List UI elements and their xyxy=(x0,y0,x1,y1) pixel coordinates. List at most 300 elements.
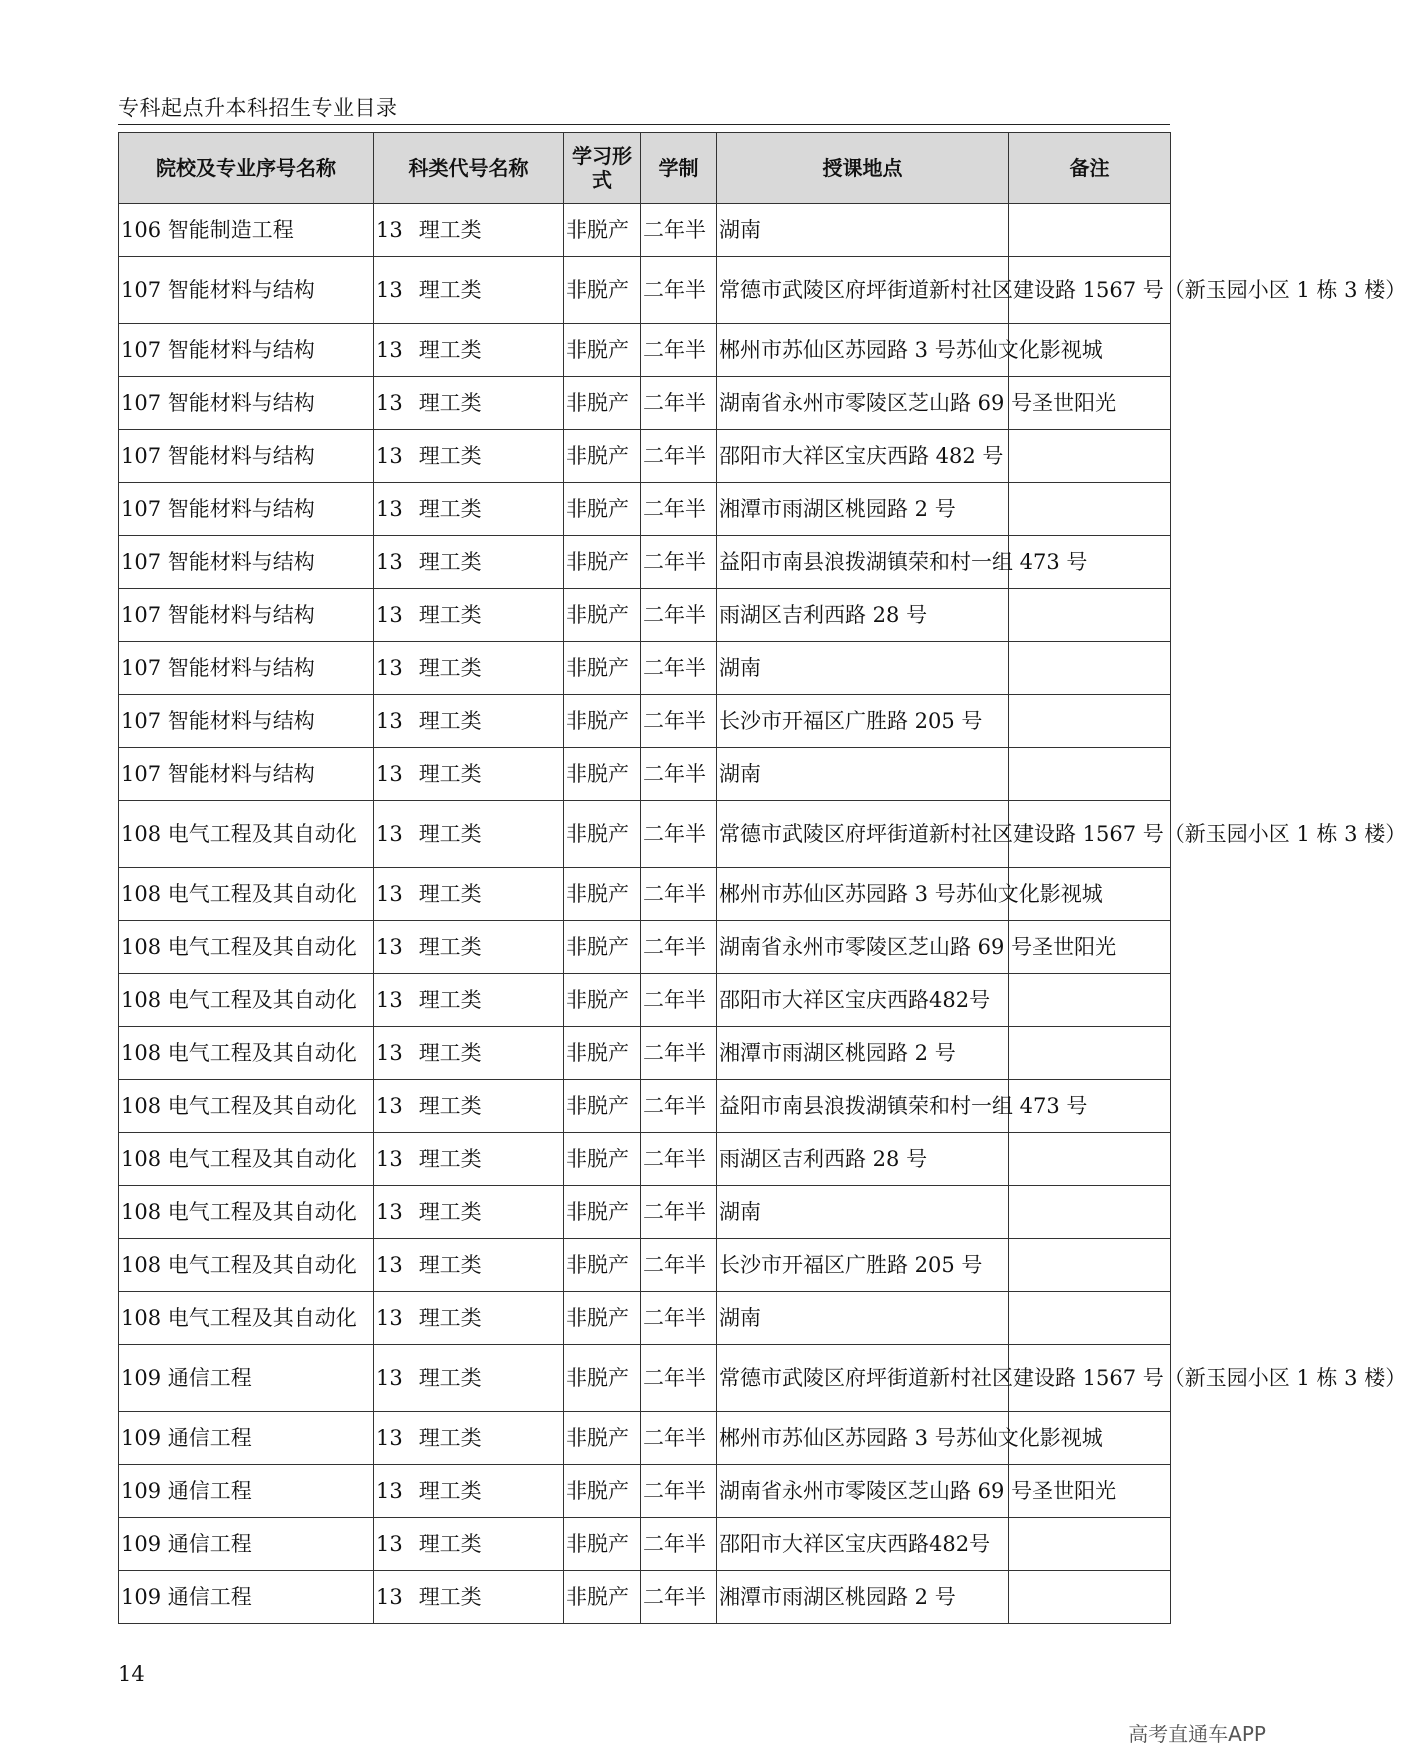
study-mode: 非脱产 xyxy=(566,1199,629,1224)
category-code: 13 xyxy=(376,987,403,1012)
category-code: 13 xyxy=(376,821,403,846)
major-name: 智能材料与结构 xyxy=(167,496,315,521)
note-cell xyxy=(1009,1571,1171,1624)
table-row xyxy=(119,1345,1171,1412)
major-cell xyxy=(119,921,374,974)
category-name: 理工类 xyxy=(418,1584,482,1609)
category-cell xyxy=(374,1080,564,1133)
note-cell xyxy=(1009,1292,1171,1345)
major-cell xyxy=(119,801,374,868)
category-name: 理工类 xyxy=(418,1146,482,1171)
category-code: 13 xyxy=(376,1040,403,1065)
category-cell xyxy=(374,1465,564,1518)
category-code: 13 xyxy=(376,1305,403,1330)
location: 湘潭市雨湖区桃园路 2 号 xyxy=(719,496,956,521)
location: 湘潭市雨湖区桃园路 2 号 xyxy=(719,1584,956,1609)
duration-cell xyxy=(641,695,717,748)
major-code: 108 xyxy=(121,821,162,846)
study-mode-cell xyxy=(564,1186,641,1239)
major-cell xyxy=(119,1027,374,1080)
location: 湖南省永州市零陵区芝山路 69 号圣世阳光 xyxy=(719,934,1117,959)
table-row xyxy=(119,974,1171,1027)
study-mode: 非脱产 xyxy=(566,655,629,680)
duration: 二年半 xyxy=(643,1093,706,1118)
study-mode: 非脱产 xyxy=(566,277,629,302)
location: 雨湖区吉利西路 28 号 xyxy=(719,602,928,627)
major-code: 107 xyxy=(121,549,162,574)
duration: 二年半 xyxy=(643,761,706,786)
location-cell xyxy=(717,430,1009,483)
duration: 二年半 xyxy=(643,217,706,242)
major-code: 108 xyxy=(121,1305,162,1330)
location-cell xyxy=(717,1345,1406,1412)
duration: 二年半 xyxy=(643,881,706,906)
category-code: 13 xyxy=(376,1478,403,1503)
study-mode: 非脱产 xyxy=(566,881,629,906)
category-code: 13 xyxy=(376,655,403,680)
table-row xyxy=(119,642,1171,695)
study-mode-cell xyxy=(564,324,641,377)
major-name: 电气工程及其自动化 xyxy=(167,1252,357,1277)
note-cell xyxy=(1009,974,1171,1027)
category-name: 理工类 xyxy=(418,549,482,574)
location: 邵阳市大祥区宝庆西路482号 xyxy=(719,1531,991,1556)
location: 益阳市南县浪拨湖镇荣和村一组 473 号 xyxy=(719,1093,1088,1118)
major-cell xyxy=(119,868,374,921)
column-header-duration: 学制 xyxy=(641,133,717,204)
category-name: 理工类 xyxy=(418,761,482,786)
category-code: 13 xyxy=(376,1199,403,1224)
major-name: 智能材料与结构 xyxy=(167,549,315,574)
table-row xyxy=(119,1518,1171,1571)
location-cell xyxy=(717,536,1088,589)
duration-cell xyxy=(641,868,717,921)
major-name: 电气工程及其自动化 xyxy=(167,987,357,1012)
study-mode: 非脱产 xyxy=(566,549,629,574)
major-code: 107 xyxy=(121,602,162,627)
major-name: 通信工程 xyxy=(167,1425,252,1450)
location: 长沙市开福区广胜路 205 号 xyxy=(719,708,983,733)
major-code: 107 xyxy=(121,761,162,786)
category-name: 理工类 xyxy=(418,390,482,415)
duration-cell xyxy=(641,921,717,974)
category-cell xyxy=(374,1518,564,1571)
study-mode: 非脱产 xyxy=(566,496,629,521)
category-code: 13 xyxy=(376,708,403,733)
major-cell xyxy=(119,377,374,430)
major-code: 109 xyxy=(121,1365,162,1390)
category-code: 13 xyxy=(376,1531,403,1556)
location-cell xyxy=(717,1571,1009,1624)
study-mode-cell xyxy=(564,536,641,589)
major-name: 智能材料与结构 xyxy=(167,337,315,362)
location-cell xyxy=(717,974,1009,1027)
study-mode-cell xyxy=(564,589,641,642)
duration-cell xyxy=(641,801,717,868)
duration-cell xyxy=(641,1292,717,1345)
location-cell xyxy=(717,324,1103,377)
major-code: 108 xyxy=(121,1252,162,1277)
study-mode-cell xyxy=(564,430,641,483)
major-code: 108 xyxy=(121,1040,162,1065)
study-mode-cell xyxy=(564,695,641,748)
category-name: 理工类 xyxy=(418,337,482,362)
category-code: 13 xyxy=(376,1252,403,1277)
duration-cell xyxy=(641,1239,717,1292)
location: 益阳市南县浪拨湖镇荣和村一组 473 号 xyxy=(719,549,1088,574)
category-code: 13 xyxy=(376,1584,403,1609)
duration: 二年半 xyxy=(643,1365,706,1390)
category-cell xyxy=(374,1345,564,1412)
major-code: 107 xyxy=(121,443,162,468)
duration: 二年半 xyxy=(643,1040,706,1065)
major-name: 智能材料与结构 xyxy=(167,390,315,415)
major-code: 107 xyxy=(121,337,162,362)
study-mode: 非脱产 xyxy=(566,390,629,415)
study-mode: 非脱产 xyxy=(566,217,629,242)
major-code: 108 xyxy=(121,1146,162,1171)
duration: 二年半 xyxy=(643,1199,706,1224)
category-code: 13 xyxy=(376,1093,403,1118)
category-name: 理工类 xyxy=(418,1199,482,1224)
major-cell xyxy=(119,1518,374,1571)
location-cell xyxy=(717,257,1406,324)
major-name: 电气工程及其自动化 xyxy=(167,1199,357,1224)
study-mode: 非脱产 xyxy=(566,1093,629,1118)
location: 湖南省永州市零陵区芝山路 69 号圣世阳光 xyxy=(719,1478,1117,1503)
study-mode-cell xyxy=(564,1571,641,1624)
category-code: 13 xyxy=(376,761,403,786)
table-row xyxy=(119,1133,1171,1186)
major-name: 电气工程及其自动化 xyxy=(167,1040,357,1065)
major-code: 109 xyxy=(121,1425,162,1450)
major-code: 107 xyxy=(121,708,162,733)
location-cell xyxy=(717,1186,1009,1239)
column-header-note: 备注 xyxy=(1009,133,1171,204)
category-code: 13 xyxy=(376,549,403,574)
location-cell xyxy=(717,377,1117,430)
major-cell xyxy=(119,1239,374,1292)
duration-cell xyxy=(641,1186,717,1239)
location-cell xyxy=(717,589,1009,642)
table-row xyxy=(119,748,1171,801)
major-cell xyxy=(119,1345,374,1412)
study-mode-cell xyxy=(564,1518,641,1571)
study-mode: 非脱产 xyxy=(566,337,629,362)
category-code: 13 xyxy=(376,337,403,362)
column-header-major: 院校及专业序号名称 xyxy=(119,133,374,204)
category-cell xyxy=(374,642,564,695)
major-cell xyxy=(119,483,374,536)
location: 湖南 xyxy=(719,655,761,680)
category-name: 理工类 xyxy=(418,496,482,521)
duration-cell xyxy=(641,377,717,430)
duration: 二年半 xyxy=(643,821,706,846)
category-code: 13 xyxy=(376,390,403,415)
table-row xyxy=(119,1571,1171,1624)
category-cell xyxy=(374,324,564,377)
category-name: 理工类 xyxy=(418,708,482,733)
location: 邵阳市大祥区宝庆西路 482 号 xyxy=(719,443,1004,468)
category-cell xyxy=(374,430,564,483)
note-cell xyxy=(1009,1133,1171,1186)
location: 常德市武陵区府坪街道新村社区建设路 1567 号（新玉园小区 1 栋 3 楼） xyxy=(719,1365,1406,1390)
study-mode-cell xyxy=(564,974,641,1027)
major-catalog-table xyxy=(118,132,1406,1624)
study-mode: 非脱产 xyxy=(566,1425,629,1450)
major-cell xyxy=(119,257,374,324)
note-cell xyxy=(1009,1186,1171,1239)
category-cell xyxy=(374,536,564,589)
duration-cell xyxy=(641,430,717,483)
study-mode-cell xyxy=(564,204,641,257)
location-cell xyxy=(717,1239,1009,1292)
category-code: 13 xyxy=(376,217,403,242)
location: 郴州市苏仙区苏园路 3 号苏仙文化影视城 xyxy=(719,881,1103,906)
study-mode-cell xyxy=(564,642,641,695)
note-cell xyxy=(1009,1239,1171,1292)
major-cell xyxy=(119,1133,374,1186)
location: 湖南 xyxy=(719,217,761,242)
category-code: 13 xyxy=(376,1146,403,1171)
table-row xyxy=(119,1186,1171,1239)
table-row xyxy=(119,589,1171,642)
category-name: 理工类 xyxy=(418,217,482,242)
column-header-location: 授课地点 xyxy=(717,133,1009,204)
location-cell xyxy=(717,642,1009,695)
major-code: 107 xyxy=(121,496,162,521)
duration-cell xyxy=(641,1133,717,1186)
category-cell xyxy=(374,483,564,536)
major-name: 智能材料与结构 xyxy=(167,655,315,680)
study-mode-cell xyxy=(564,868,641,921)
note-cell xyxy=(1009,483,1171,536)
major-name: 通信工程 xyxy=(167,1584,252,1609)
category-code: 13 xyxy=(376,881,403,906)
study-mode: 非脱产 xyxy=(566,934,629,959)
study-mode-cell xyxy=(564,748,641,801)
category-name: 理工类 xyxy=(418,1093,482,1118)
duration: 二年半 xyxy=(643,1531,706,1556)
major-code: 108 xyxy=(121,987,162,1012)
duration-cell xyxy=(641,1345,717,1412)
table-row xyxy=(119,204,1171,257)
major-code: 108 xyxy=(121,1199,162,1224)
major-code: 109 xyxy=(121,1531,162,1556)
location: 郴州市苏仙区苏园路 3 号苏仙文化影视城 xyxy=(719,337,1103,362)
study-mode: 非脱产 xyxy=(566,761,629,786)
note-cell xyxy=(1009,1518,1171,1571)
location-cell xyxy=(717,1133,1009,1186)
category-name: 理工类 xyxy=(418,1252,482,1277)
category-code: 13 xyxy=(376,1365,403,1390)
category-cell xyxy=(374,974,564,1027)
table-row xyxy=(119,921,1171,974)
study-mode-cell xyxy=(564,921,641,974)
category-cell xyxy=(374,868,564,921)
location: 湘潭市雨湖区桃园路 2 号 xyxy=(719,1040,956,1065)
major-cell xyxy=(119,642,374,695)
major-name: 电气工程及其自动化 xyxy=(167,1093,357,1118)
page-header-title: 专科起点升本科招生专业目录 xyxy=(118,96,398,120)
major-code: 107 xyxy=(121,277,162,302)
duration: 二年半 xyxy=(643,496,706,521)
major-name: 电气工程及其自动化 xyxy=(167,881,357,906)
duration-cell xyxy=(641,642,717,695)
table-row xyxy=(119,695,1171,748)
major-name: 电气工程及其自动化 xyxy=(167,934,357,959)
category-name: 理工类 xyxy=(418,443,482,468)
category-cell xyxy=(374,1133,564,1186)
note-cell xyxy=(1009,589,1171,642)
category-cell xyxy=(374,257,564,324)
table-row xyxy=(119,1027,1171,1080)
major-cell xyxy=(119,1186,374,1239)
major-cell xyxy=(119,430,374,483)
column-header-category: 科类代号名称 xyxy=(374,133,564,204)
duration: 二年半 xyxy=(643,1425,706,1450)
duration: 二年半 xyxy=(643,602,706,627)
category-code: 13 xyxy=(376,1425,403,1450)
study-mode: 非脱产 xyxy=(566,443,629,468)
major-cell xyxy=(119,324,374,377)
major-code: 107 xyxy=(121,655,162,680)
category-cell xyxy=(374,589,564,642)
study-mode-cell xyxy=(564,1292,641,1345)
category-name: 理工类 xyxy=(418,1305,482,1330)
study-mode: 非脱产 xyxy=(566,708,629,733)
major-code: 108 xyxy=(121,881,162,906)
major-code: 109 xyxy=(121,1584,162,1609)
category-name: 理工类 xyxy=(418,655,482,680)
category-cell xyxy=(374,1027,564,1080)
category-name: 理工类 xyxy=(418,987,482,1012)
major-name: 通信工程 xyxy=(167,1531,252,1556)
location: 常德市武陵区府坪街道新村社区建设路 1567 号（新玉园小区 1 栋 3 楼） xyxy=(719,277,1406,302)
duration-cell xyxy=(641,589,717,642)
category-cell xyxy=(374,204,564,257)
location-cell xyxy=(717,921,1117,974)
major-code: 106 xyxy=(121,217,162,242)
major-cell xyxy=(119,974,374,1027)
note-cell xyxy=(1009,695,1171,748)
note-cell xyxy=(1009,1027,1171,1080)
table-body xyxy=(119,204,1406,1624)
major-name: 智能材料与结构 xyxy=(167,708,315,733)
table-row xyxy=(119,868,1171,921)
duration-cell xyxy=(641,536,717,589)
note-cell xyxy=(1009,642,1171,695)
note-cell xyxy=(1009,430,1171,483)
table-row xyxy=(119,1239,1171,1292)
major-name: 智能材料与结构 xyxy=(167,443,315,468)
table-row xyxy=(119,1080,1171,1133)
table-row xyxy=(119,377,1171,430)
table-row xyxy=(119,801,1171,868)
study-mode-cell xyxy=(564,1465,641,1518)
watermark-text: 高考直通车APP xyxy=(1128,1722,1266,1746)
study-mode-cell xyxy=(564,1080,641,1133)
table-row xyxy=(119,1292,1171,1345)
location: 湖南 xyxy=(719,1305,761,1330)
location-cell xyxy=(717,1292,1009,1345)
study-mode-cell xyxy=(564,257,641,324)
major-name: 智能制造工程 xyxy=(167,217,294,242)
category-cell xyxy=(374,1571,564,1624)
location: 雨湖区吉利西路 28 号 xyxy=(719,1146,928,1171)
study-mode-cell xyxy=(564,801,641,868)
column-header-study-mode: 学习形式 xyxy=(564,133,641,204)
location: 湖南省永州市零陵区芝山路 69 号圣世阳光 xyxy=(719,390,1117,415)
location: 长沙市开福区广胜路 205 号 xyxy=(719,1252,983,1277)
location-cell xyxy=(717,204,1009,257)
location: 湖南 xyxy=(719,1199,761,1224)
category-code: 13 xyxy=(376,934,403,959)
location-cell xyxy=(717,1412,1103,1465)
category-name: 理工类 xyxy=(418,821,482,846)
duration-cell xyxy=(641,748,717,801)
study-mode-cell xyxy=(564,1133,641,1186)
category-name: 理工类 xyxy=(418,881,482,906)
table-row xyxy=(119,257,1171,324)
category-code: 13 xyxy=(376,602,403,627)
location-cell xyxy=(717,695,1009,748)
major-name: 电气工程及其自动化 xyxy=(167,821,357,846)
header-divider xyxy=(118,124,1170,125)
category-name: 理工类 xyxy=(418,1531,482,1556)
location-cell xyxy=(717,1465,1117,1518)
study-mode-cell xyxy=(564,377,641,430)
category-name: 理工类 xyxy=(418,602,482,627)
major-name: 通信工程 xyxy=(167,1365,252,1390)
category-code: 13 xyxy=(376,277,403,302)
study-mode-cell xyxy=(564,1239,641,1292)
major-name: 智能材料与结构 xyxy=(167,761,315,786)
study-mode: 非脱产 xyxy=(566,1478,629,1503)
duration-cell xyxy=(641,1412,717,1465)
category-name: 理工类 xyxy=(418,277,482,302)
category-cell xyxy=(374,1292,564,1345)
study-mode: 非脱产 xyxy=(566,1584,629,1609)
location-cell xyxy=(717,748,1009,801)
major-cell xyxy=(119,748,374,801)
duration: 二年半 xyxy=(643,277,706,302)
major-code: 108 xyxy=(121,1093,162,1118)
category-cell xyxy=(374,1239,564,1292)
study-mode: 非脱产 xyxy=(566,1305,629,1330)
location: 郴州市苏仙区苏园路 3 号苏仙文化影视城 xyxy=(719,1425,1103,1450)
location-cell xyxy=(717,801,1406,868)
duration: 二年半 xyxy=(643,337,706,362)
duration-cell xyxy=(641,204,717,257)
study-mode: 非脱产 xyxy=(566,1146,629,1171)
table-row xyxy=(119,536,1171,589)
duration: 二年半 xyxy=(643,549,706,574)
location: 湖南 xyxy=(719,761,761,786)
major-cell xyxy=(119,204,374,257)
duration: 二年半 xyxy=(643,987,706,1012)
location-cell xyxy=(717,1518,1009,1571)
category-name: 理工类 xyxy=(418,1365,482,1390)
major-cell xyxy=(119,589,374,642)
study-mode: 非脱产 xyxy=(566,1365,629,1390)
category-name: 理工类 xyxy=(418,1040,482,1065)
duration-cell xyxy=(641,483,717,536)
major-cell xyxy=(119,1571,374,1624)
duration-cell xyxy=(641,1027,717,1080)
table-row xyxy=(119,483,1171,536)
category-cell xyxy=(374,801,564,868)
